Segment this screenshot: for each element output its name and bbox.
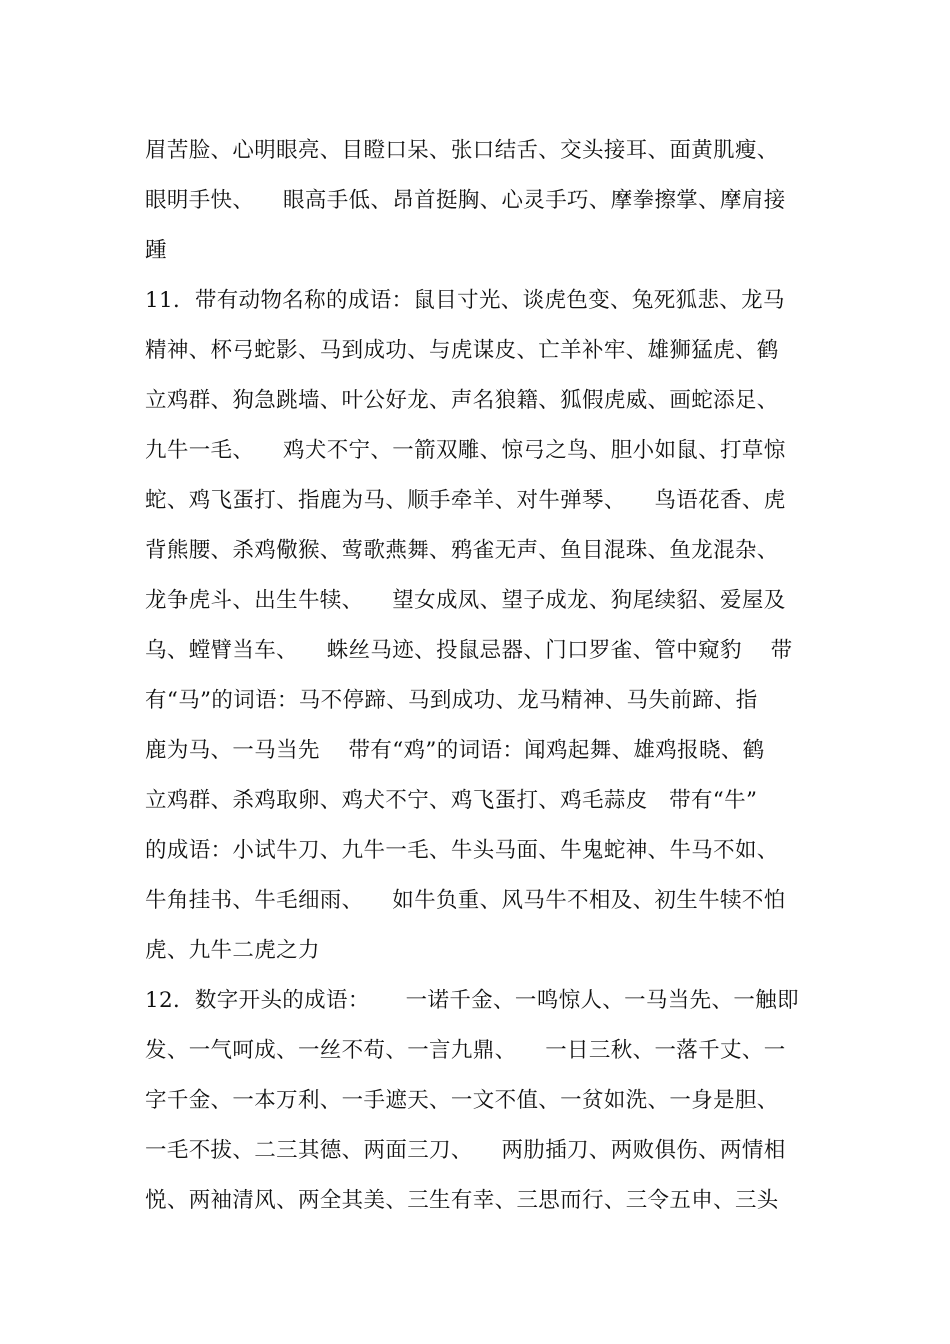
- text-line: 12．数字开头的成语： 一诺千金、一鸣惊人、一马当先、一触即: [145, 988, 799, 1013]
- text-line: 11．带有动物名称的成语：鼠目寸光、谈虎色变、兔死狐悲、龙马: [145, 288, 785, 313]
- text-line: 踵: [145, 238, 167, 263]
- text-line: 字千金、一本万利、一手遮天、一文不值、一贫如洗、一身是胆、: [145, 1088, 779, 1113]
- text-line: 牛角挂书、牛毛细雨、 如牛负重、风马牛不相及、初生牛犊不怕: [145, 888, 786, 913]
- text-line: 背熊腰、杀鸡儆猴、莺歌燕舞、鸦雀无声、鱼目混珠、鱼龙混杂、: [145, 538, 779, 563]
- text-line: 悦、两袖清风、两全其美、三生有幸、三思而行、三令五申、三头: [145, 1188, 779, 1213]
- text-line: 乌、螳臂当车、 蛛丝马迹、投鼠忌器、门口罗雀、管中窥豹 带: [145, 638, 793, 663]
- text-line: 有“马”的词语：马不停蹄、马到成功、龙马精神、马失前蹄、指: [145, 688, 758, 713]
- text-line: 立鸡群、狗急跳墙、叶公好龙、声名狼籍、狐假虎威、画蛇添足、: [145, 388, 779, 413]
- text-line: 眼明手快、 眼高手低、昂首挺胸、心灵手巧、摩拳擦掌、摩肩接: [145, 188, 786, 213]
- text-line: 精神、杯弓蛇影、马到成功、与虎谋皮、亡羊补牢、雄狮猛虎、鹤: [145, 338, 779, 363]
- text-line: 九牛一毛、 鸡犬不宁、一箭双雕、惊弓之鸟、胆小如鼠、打草惊: [145, 438, 786, 463]
- text-line: 的成语：小试牛刀、九牛一毛、牛头马面、牛鬼蛇神、牛马不如、: [145, 838, 779, 863]
- text-line: 发、一气呵成、一丝不苟、一言九鼎、 一日三秋、一落千丈、一: [145, 1038, 786, 1063]
- text-line: 鹿为马、一马当先 带有“鸡”的词语：闻鸡起舞、雄鸡报晓、鹤: [145, 738, 765, 763]
- text-line: 蛇、鸡飞蛋打、指鹿为马、顺手牵羊、对牛弹琴、 鸟语花香、虎: [145, 488, 786, 513]
- text-line: 虎、九牛二虎之力: [145, 938, 320, 963]
- text-line: 一毛不拔、二三其德、两面三刀、 两肋插刀、两败俱伤、两情相: [145, 1138, 786, 1163]
- text-line: 龙争虎斗、出生牛犊、 望女成凤、望子成龙、狗尾续貂、爱屋及: [145, 588, 786, 613]
- text-line: 立鸡群、杀鸡取卵、鸡犬不宁、鸡飞蛋打、鸡毛蒜皮 带有“牛”: [145, 788, 758, 813]
- text-line: 眉苦脸、心明眼亮、目瞪口呆、张口结舌、交头接耳、面黄肌瘦、: [145, 138, 779, 163]
